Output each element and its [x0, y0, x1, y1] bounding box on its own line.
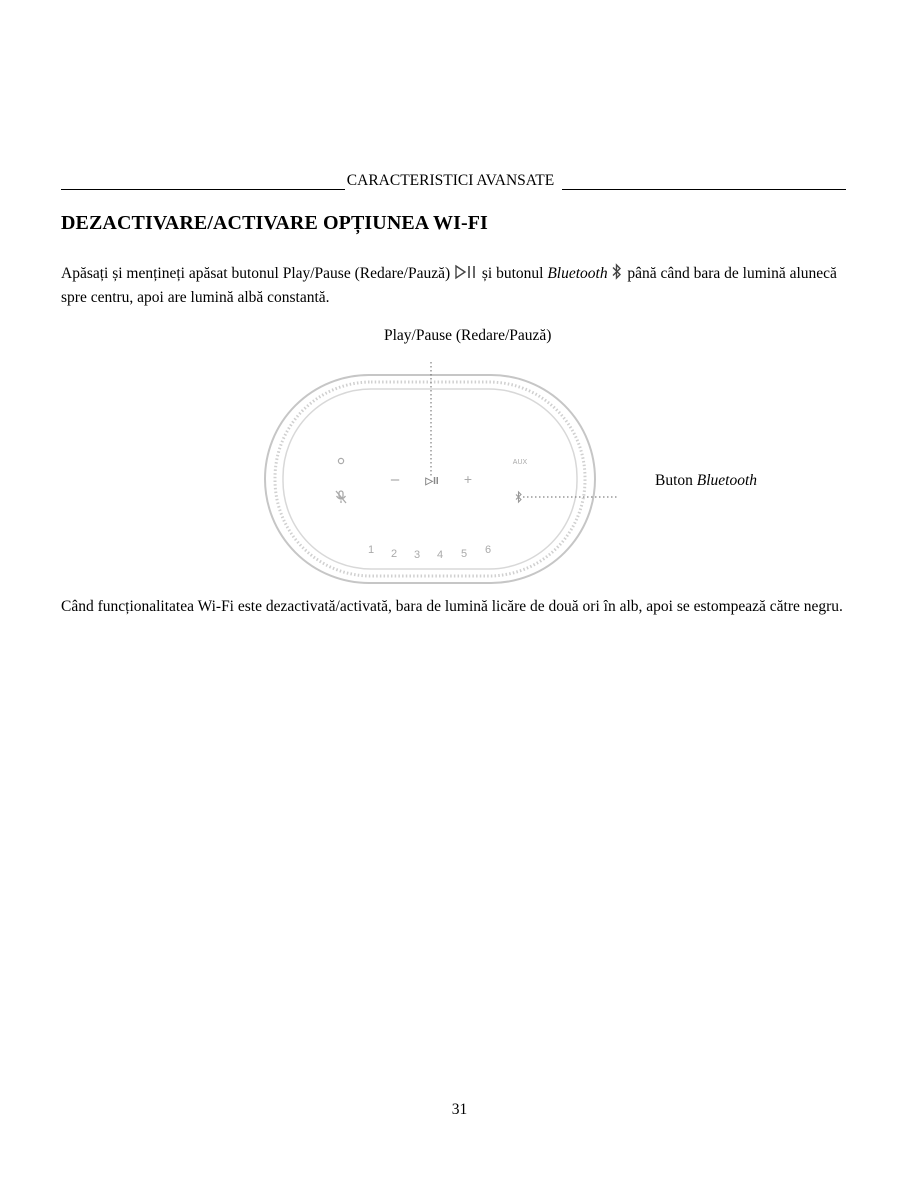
preset-2: 2	[390, 548, 398, 560]
bluetooth-label-prefix: Buton	[655, 472, 697, 489]
preset-6: 6	[484, 544, 492, 556]
instruction-paragraph	[61, 263, 851, 309]
volume-down-button: –	[390, 471, 400, 488]
play-pause-icon	[454, 264, 478, 287]
header-rule-right	[562, 174, 846, 190]
play-pause-callout-label: Play/Pause (Redare/Pauză)	[384, 327, 552, 344]
instruction-part2: și butonul	[478, 265, 548, 282]
instruction-part1: Apăsați și mențineți apăsat butonul Play/Pause (Redare/Pauză)	[61, 265, 451, 282]
result-paragraph: Când funcționalitatea Wi-Fi este dezactivată/activată, bara de lumină licăre de două ori în alb, apoi se estompează către negru.	[61, 598, 843, 615]
speaker-diagram	[255, 360, 655, 600]
instruction-part4: până când bara de lumină alunecă spre centru, apoi are lumină albă constantă.	[61, 265, 837, 306]
volume-up-button: +	[463, 471, 473, 487]
aux-label: AUX	[512, 459, 528, 466]
section-header	[61, 172, 846, 190]
instruction-bluetooth-word: Bluetooth	[547, 265, 608, 282]
bluetooth-icon	[611, 263, 623, 287]
play-pause-button: ▷II	[425, 476, 439, 487]
section-title: CARACTERISTICI AVANSATE	[346, 172, 555, 189]
preset-3: 3	[413, 549, 421, 561]
preset-5: 5	[460, 548, 468, 560]
bluetooth-label-word: Bluetooth	[696, 472, 758, 489]
page-number: 31	[451, 1101, 468, 1118]
preset-4: 4	[436, 549, 444, 561]
header-rule-left	[61, 174, 345, 190]
preset-1: 1	[367, 544, 375, 556]
page-title: DEZACTIVARE/ACTIVARE OPȚIUNEA WI-FI	[61, 212, 488, 234]
bluetooth-callout-label	[655, 472, 757, 490]
